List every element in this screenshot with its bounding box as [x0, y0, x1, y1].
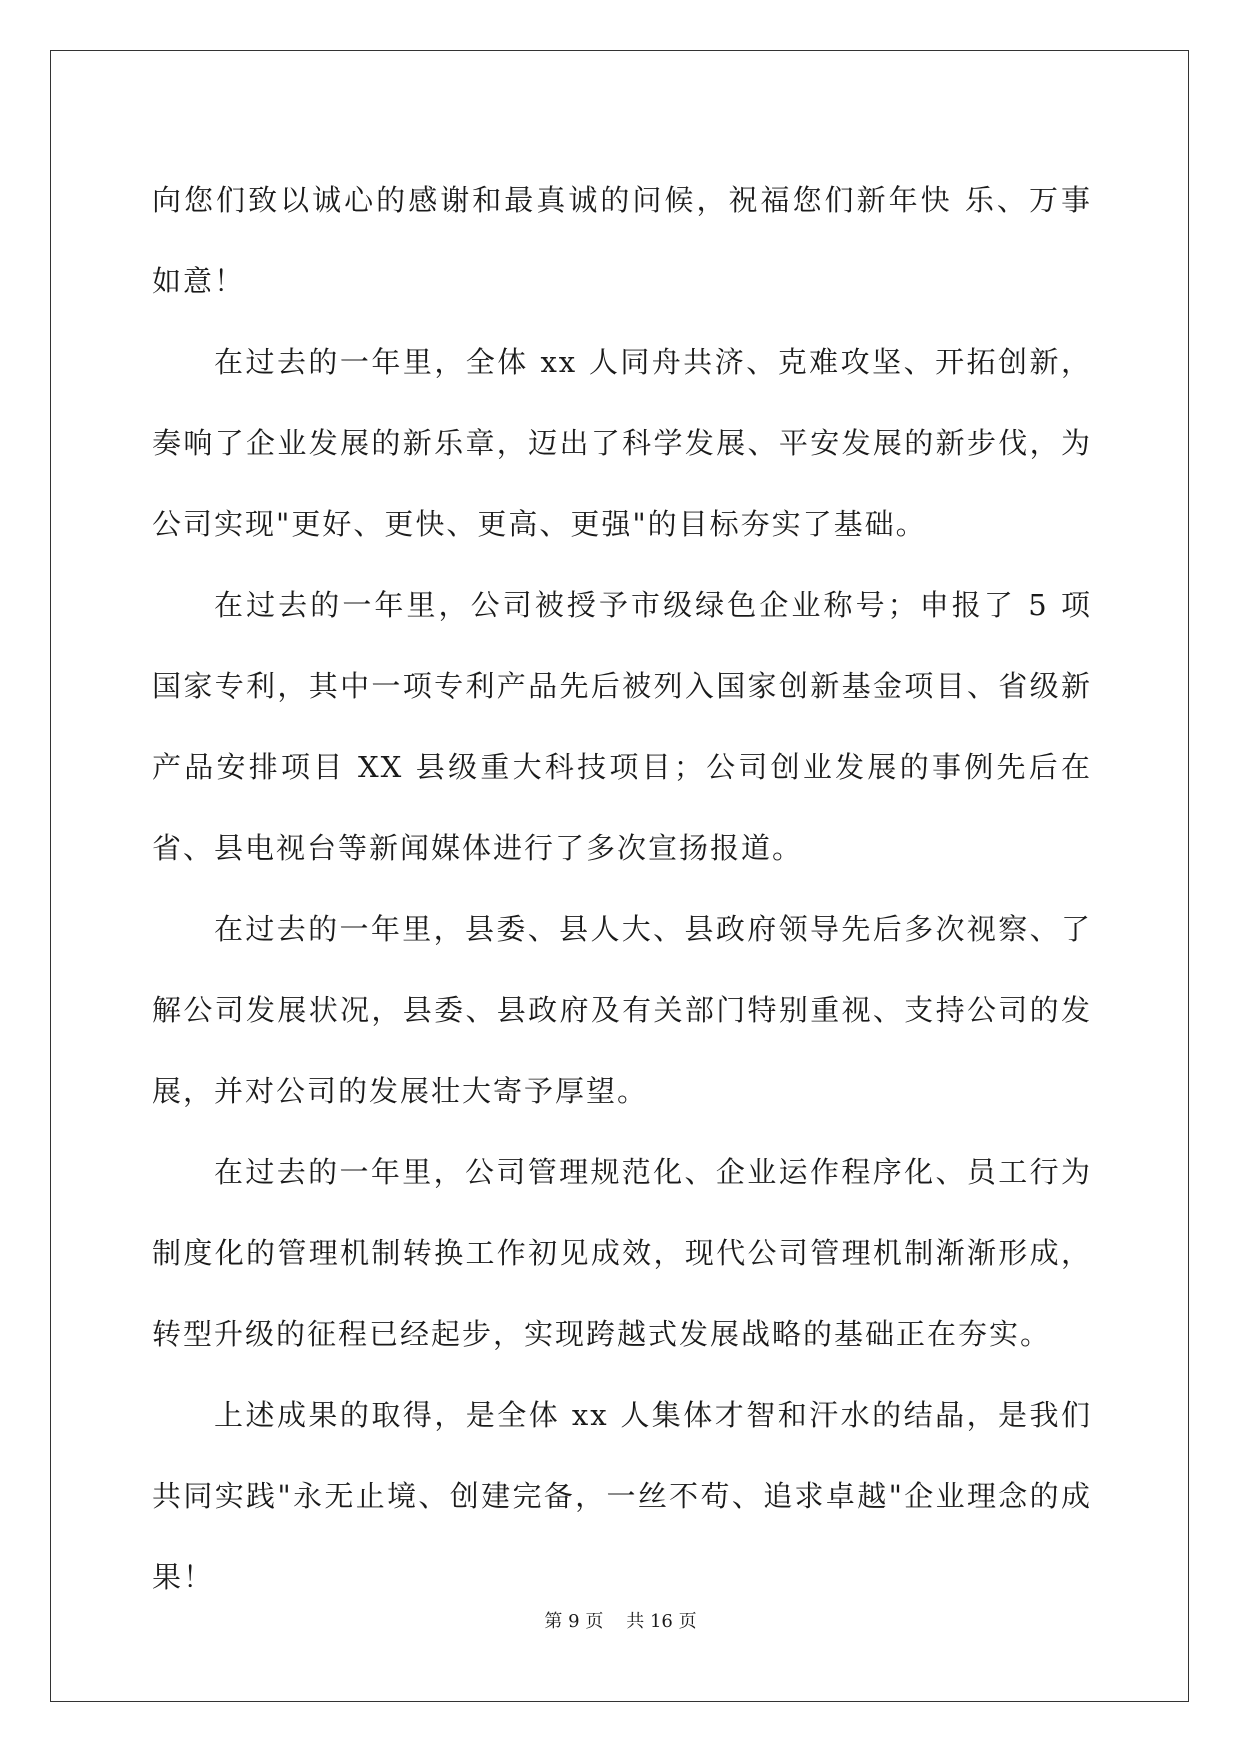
document-body	[152, 160, 1092, 1618]
paragraph: 在过去的一年里，公司管理规范化、企业运作程序化、员工行为制度化的管理机制转换工作初见成效，现代公司管理机制渐渐形成，转型升级的征程已经起步，实现跨越式发展战略的基础正在夯实。	[152, 1155, 1092, 1351]
paragraph: 上述成果的取得，是全体 xx 人集体才智和汗水的结晶，是我们共同实践"永无止境、创建完备，一丝不苟、追求卓越"企业理念的成果！	[152, 1398, 1092, 1594]
page-footer	[0, 1610, 1241, 1634]
page-number: 第 9 页	[544, 1611, 604, 1632]
paragraph: 在过去的一年里，公司被授予市级绿色企业称号；申报了 5 项国家专利，其中一项专利产品先后被列入国家创新基金项目、省级新产品安排项目 XX 县级重大科技项目；公司创业发展的事例先后在省、县电视台等新闻媒体进行了多次宣扬报道。	[152, 588, 1092, 865]
page-total: 共 16 页	[626, 1611, 697, 1632]
paragraph: 向您们致以诚心的感谢和最真诚的问候，祝福您们新年快 乐、万事如意！	[152, 183, 1092, 298]
paragraph: 在过去的一年里，县委、县人大、县政府领导先后多次视察、了解公司发展状况，县委、县政府及有关部门特别重视、支持公司的发展，并对公司的发展壮大寄予厚望。	[152, 912, 1092, 1108]
paragraph: 在过去的一年里，全体 xx 人同舟共济、克难攻坚、开拓创新，奏响了企业发展的新乐章，迈出了科学发展、平安发展的新步伐，为公司实现"更好、更快、更高、更强"的目标夯实了基础。	[152, 345, 1092, 541]
